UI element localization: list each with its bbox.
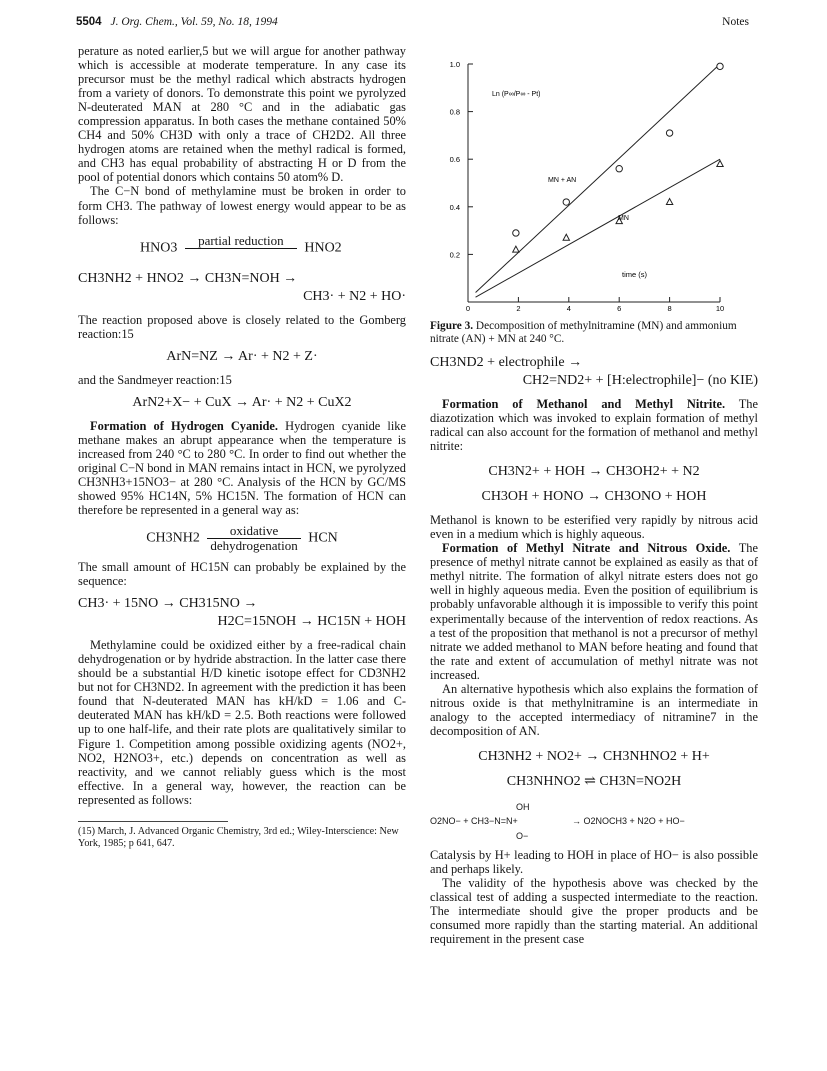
paragraph: Methylamine could be oxidized either by a free-radical chain dehydrogenation or by hydride abstraction. In the latter case there should be a substantial H/D kinetic isotope effect for CD3NH2 but not for CH3ND2. In agreement with the prediction it has been found that N-deuterated MAN has kH/kD = 1.06 and C-deuterated MAN has kH/kD = 2.5. Both reactions were followed up to one half-life, and their rate plots are qualitatively similar to Figure 1. Competition among possible oxidizing agents (NO2+, NO2, H2NO3+, etc.) depends on concentration as well as reactivity, and we cannot reliably guess which is the most effective. In a general way, however, the reaction can be represented as follows:: [78, 638, 406, 807]
equation-line: H2C=15NOH → HC15N + HOH: [217, 614, 406, 630]
footnote: (15) March, J. Advanced Organic Chemistry, 3rd ed.; Wiley-Interscience: New York, 1985; p 641, 647.: [78, 825, 399, 849]
data-point-mn: [666, 199, 672, 205]
chart-ticks: [450, 60, 725, 312]
equation-methanol: CH3N2+ + HOH → CH3OH2+ + N2: [488, 464, 700, 480]
x-tick-label: 4: [566, 304, 571, 312]
y-tick-label: 0.4: [449, 202, 460, 212]
data-point-mn-an: [513, 230, 519, 236]
equation-nitration: CH3NH2 + NO2+ → CH3NHNO2 + H+: [478, 748, 710, 764]
equation-electrophile: [430, 354, 758, 390]
right-column: [430, 354, 758, 946]
caption-text: Decomposition of methylnitramine (MN) and ammonium nitrate (AN) + MN at 240 °C.: [430, 320, 737, 345]
section-heading: Formation of Hydrogen Cyanide.: [90, 418, 279, 433]
equation-hc15n-sequence: [78, 595, 406, 631]
figure-3-chart: [430, 52, 760, 312]
y-tick-label: 1.0: [449, 60, 460, 69]
paragraph: Catalysis by H+ leading to HOH in place of HO− is also possible and perhaps likely.: [430, 847, 758, 876]
arrow-label: dehydrogenation: [210, 538, 298, 554]
equation-product: HCN: [308, 530, 338, 546]
arrow-label: partial reduction: [198, 232, 284, 248]
reaction-arrow: [207, 524, 300, 553]
scheme-reactants: O2NO− + CH3−N=N+: [430, 815, 518, 826]
x-axis-label: time (s): [622, 270, 647, 279]
y-axis-label: Ln (P∞/P∞ - Pt): [492, 91, 541, 98]
paragraph-text: Hydrogen cyanide like methane makes an abrupt appearance when the temperature is increased from 240 °C to 280 °C. In order to find out whether the original C−N bond in MAN remains intact in HCN, we pyrolyzed CH3NH3+15NO3− at 280 °C. Analysis of the HCN by GC/MS showed 95% HC14N, 5% HC15N. The formation of HCN can therefore be represented in a general way as:: [78, 418, 406, 518]
equation-reactant: HNO3: [140, 240, 178, 256]
equation-tautomer: CH3NHNO2 ⇌ CH3N=NO2H: [506, 773, 682, 789]
equation-product: HNO2: [304, 240, 342, 256]
paragraph: [430, 397, 758, 453]
running-header: [76, 16, 278, 28]
equation-line: CH3· + 15NO → CH315NO →: [78, 596, 258, 612]
fit-line-mn-an: [476, 64, 720, 292]
paragraph: The C−N bond of methylamine must be broken in order to form CH3. The pathway of lowest energy would appear to be as follows:: [78, 184, 406, 227]
paragraph: The reaction proposed above is closely related to the Gomberg reaction:15: [78, 312, 406, 341]
equation-line: CH3ND2 + electrophile →: [430, 355, 583, 370]
paragraph: An alternative hypothesis which also explains the formation of nitrous oxide is that methylnitramine is an intermediate in analogy to the accepted intermediacy of nitramine7 in the decomposition of AN.: [430, 681, 758, 738]
equation-methyl-nitrite: CH3OH + HONO → CH3ONO + HOH: [481, 489, 707, 505]
paragraph: The small amount of HC15N can probably be explained by the sequence:: [78, 560, 406, 589]
y-tick-label: 0.2: [449, 250, 460, 260]
caption-label: Figure 3.: [430, 320, 474, 332]
page-number: 5504: [76, 16, 102, 28]
x-tick-label: 6: [617, 304, 622, 312]
equation-line: CH3· + N2 + HO·: [303, 288, 406, 304]
paragraph-text: The diazotization which was invoked to explain formation of methyl radical can also account for the formation of methanol and methyl nitrite:: [430, 397, 758, 454]
paragraph: [430, 541, 758, 681]
data-point-mn: [513, 246, 519, 252]
figure-caption: [430, 320, 758, 346]
reaction-scheme: [430, 798, 758, 842]
journal-citation: J. Org. Chem., Vol. 59, No. 18, 1994: [110, 16, 278, 28]
section-heading: Formation of Methanol and Methyl Nitrite.: [442, 397, 726, 411]
section-label: Notes: [722, 16, 749, 28]
left-column: [78, 44, 406, 850]
x-tick-label: 10: [715, 304, 725, 312]
y-tick-label: 0.6: [449, 155, 460, 165]
equation-gomberg: ArN=NZ → Ar· + N2 + Z·: [166, 348, 318, 364]
data-point-mn: [563, 234, 569, 240]
series-label-mn: MN: [618, 215, 629, 222]
section-heading: Formation of Methyl Nitrate and Nitrous Oxide.: [442, 541, 731, 556]
x-tick-label: 8: [667, 304, 672, 312]
arrow-label: oxidative: [229, 523, 279, 539]
equation-diazotization: [78, 270, 406, 306]
data-point-mn-an: [616, 166, 622, 172]
equation-line: CH3NH2 + HNO2 → CH3N=NOH →: [78, 270, 298, 286]
x-tick-label: 0: [465, 304, 471, 312]
scheme-hydroxyl: OH: [516, 801, 530, 812]
data-point-mn-an: [717, 63, 723, 69]
reaction-arrow: [185, 234, 297, 263]
paragraph: perature as noted earlier,5 but we will argue for another pathway which is accessible at moderate temperature. In any case its precursor must be the methyl radical which abstracts hydrogen from a variety of donors. To demonstrate this point we pyrolyzed N-deuterated MAN at 280 °C and in the adiabatic gas compression apparatus. In both cases the methane contained 50% CH4 and 50% CH3D with only a trace of CH2D2. All three hydrogen atoms are retained when the methyl radical is formed, and CH3 has equal probability of abstracting H or D from the pool of potential donors which contains 50 atom% D.: [78, 44, 406, 185]
y-tick-label: 0.8: [449, 107, 460, 117]
equation-sandmeyer: ArN2+X− + CuX → Ar· + N2 + CuX2: [132, 394, 352, 410]
data-point-mn: [717, 160, 723, 166]
paragraph: Methanol is known to be esterified very rapidly by nitrous acid even in a medium which is highly aqueous.: [430, 513, 758, 542]
fit-line-mn: [476, 159, 720, 297]
chart-marks: [513, 63, 724, 252]
x-tick-label: 2: [516, 304, 521, 312]
chart-fit-lines: [476, 64, 720, 297]
scheme-products: → O2NOCH3 + N2O + HO−: [572, 815, 685, 826]
equation-partial-reduction: [78, 234, 406, 263]
paragraph: and the Sandmeyer reaction:15: [78, 372, 232, 387]
data-point-mn-an: [563, 199, 569, 205]
paragraph: [78, 419, 406, 517]
equation-reactant: CH3NH2: [146, 530, 200, 546]
equation-oxidative-dehydrogenation: [78, 524, 406, 553]
data-point-mn-an: [666, 130, 672, 136]
scheme-oxide: O−: [516, 830, 529, 841]
paragraph-text: The presence of methyl nitrate cannot be explained as easily as that of methyl nitrite. The formation of alkyl nitrate esters does not go well in highly aqueous media. Even the position of equilibrium is probably unfavorable although it is impossible to verify this point experimentally because of the intervention of redox reactions. As a test of the proposition that methanol is not a precursor of methyl nitrate we added methanol to MAN before heating and found that the rate and extent of accumulation of methyl nitrate was not increased.: [430, 541, 758, 682]
paragraph: The validity of the hypothesis above was checked by the classical test of adding a suspected intermediate to the reaction. The intermediate should give the proper products and be consumed more rapidly than the starting material. An additional requirement in the present case: [430, 876, 758, 947]
equation-line: CH2=ND2+ + [H:electrophile]− (no KIE): [522, 373, 758, 388]
series-label-mn-an: MN + AN: [548, 177, 577, 184]
